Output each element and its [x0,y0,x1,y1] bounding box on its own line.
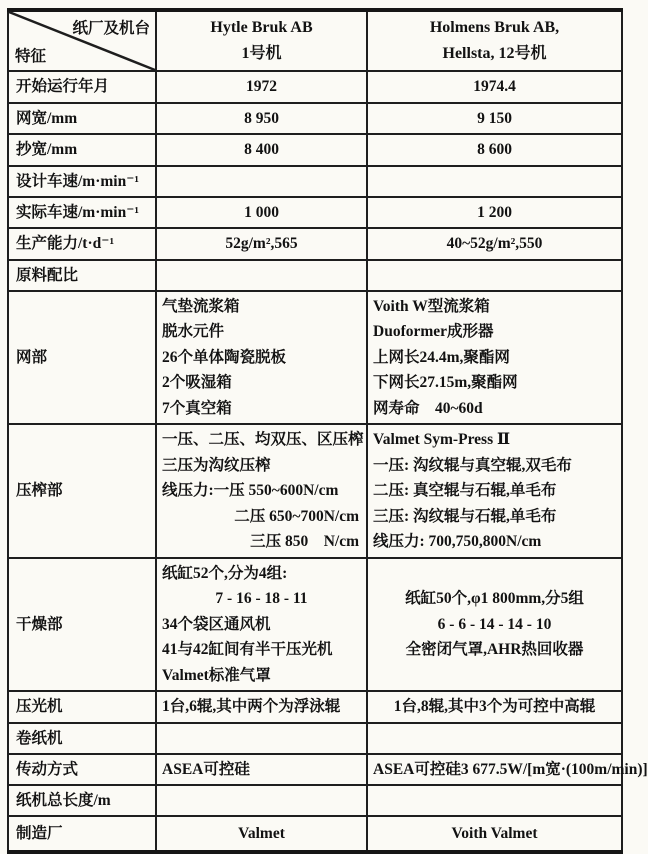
cell-line: 1972 [246,78,277,95]
cell-line: 7 - 16 - 18 - 11 [215,590,308,607]
cell-line: 脱水元件 [162,323,225,340]
cell-line: 8 400 [244,141,279,158]
machine1-cell [156,558,367,692]
machine1-cell [156,197,367,229]
table-row [8,134,622,166]
row-label: 卷纸机 [8,723,156,754]
machine2-cell [367,558,622,692]
cell-line: Voith Valmet [451,824,538,842]
machine1-cell [156,691,367,723]
machine2-cell [367,691,622,723]
corner-cell [8,10,156,71]
row-label: 生产能力/t·d⁻¹ [8,228,156,260]
cell-line: 1 000 [244,203,279,221]
cell-line: 三压: 沟纹辊与石辊,单毛布 [373,507,557,525]
row-label: 压榨部 [8,424,156,558]
table-row [8,260,622,291]
machine2-cell [367,228,622,260]
machine2-cell [367,134,622,166]
machine1-cell [156,291,367,425]
machine2-unit: Hellsta, 12号机 [442,45,547,62]
cell-line: ASEA可控硅3 677.5W/[m宽·(100m/min)] [373,760,648,778]
corner-label-mill: 纸厂及机台 [72,20,150,37]
cell-line: Valmet [238,824,285,842]
table-row [8,197,622,229]
machine1-cell [156,103,367,135]
table-row [8,424,622,558]
row-label: 原料配比 [8,260,156,291]
machine1-cell [156,166,367,197]
machine2-name: Holmens Bruk AB, [429,19,560,36]
cell-line: 2个吸湿箱 [162,374,232,391]
column-header-machine2 [367,10,622,71]
machine1-cell [156,754,367,786]
cell-line: 二压: 真空辊与石辊,单毛布 [373,482,557,499]
row-label: 传动方式 [8,754,156,786]
row-label: 制造厂 [8,816,156,852]
cell-line: 三压 850 N/cm [250,533,359,550]
cell-line: 1台,8辊,其中3个为可控中高辊 [393,698,596,715]
cell-line: 纸缸52个,分为4组: [162,564,288,582]
cell-line: 一压、二压、均双压、区压榨 [162,431,364,448]
machine2-cell [367,197,622,229]
table-row [8,558,622,692]
cell-line: 7个真空箱 [162,399,232,417]
cell-line: 26个单体陶瓷脱板 [162,348,287,366]
row-label: 实际车速/m·min⁻¹ [8,197,156,229]
machine1-cell [156,260,367,291]
machine1-cell [156,424,367,558]
cell-line: 网寿命 40~60d [373,399,483,417]
machine2-cell [367,103,622,135]
machine2-cell [367,785,622,816]
row-label: 压光机 [8,691,156,723]
table-row [8,166,622,197]
machine2-cell [367,260,622,291]
cell-line: 线压力:一压 550~600N/cm [162,482,339,499]
row-label: 开始运行年月 [8,71,156,103]
cell-line: 线压力: 700,750,800N/cm [373,533,542,550]
table-row [8,785,622,816]
cell-line: 下网长27.15m,聚酯网 [373,374,518,391]
cell-line: 9 150 [477,109,512,127]
column-header-machine1 [156,10,367,71]
table-row [8,754,622,786]
row-label: 抄宽/mm [8,134,156,166]
machine2-cell [367,723,622,754]
table-row [8,103,622,135]
cell-line: Duoformer成形器 [373,323,494,340]
row-label: 设计车速/m·min⁻¹ [8,166,156,197]
table-row [8,291,622,425]
table-row [8,71,622,103]
machine2-cell [367,166,622,197]
cell-line: 气垫流浆箱 [162,297,240,315]
cell-line: 41与42缸间有半干压光机 [162,641,333,658]
cell-line: 纸缸50个,φ1 800mm,分5组 [405,590,584,607]
row-label: 干燥部 [8,558,156,692]
cell-line: Valmet标准气罩 [162,666,271,684]
cell-line: 52g/m²,565 [225,235,298,252]
machine1-cell [156,785,367,816]
cell-line: 8 600 [477,141,512,158]
cell-line: 上网长24.4m,聚酯网 [373,348,510,366]
machine1-cell [156,723,367,754]
table-row [8,723,622,754]
row-label: 纸机总长度/m [8,785,156,816]
cell-line: ASEA可控硅 [162,760,250,778]
corner-label-feature: 特征 [15,48,47,65]
machine1-unit: 1号机 [241,45,282,62]
row-label: 网宽/mm [8,103,156,135]
cell-line: 1 200 [477,203,512,221]
table-row [8,691,622,723]
cell-line: 1974.4 [473,78,516,95]
cell-line: 40~52g/m²,550 [446,235,543,252]
cell-line: 34个袋区通风机 [162,615,271,633]
machine1-cell [156,816,367,852]
cell-line: 二压 650~700N/cm [234,507,359,525]
header-row [8,10,622,71]
cell-line: 全密闭气罩,AHR热回收器 [405,641,584,658]
cell-line: 一压: 沟纹辊与真空辊,双毛布 [373,456,572,474]
table-header [8,10,622,71]
paper-machine-comparison-table [7,8,648,854]
machine2-cell [367,291,622,425]
table-row [8,816,622,852]
cell-line: 6 - 6 - 14 - 14 - 10 [437,615,552,633]
machine2-cell [367,754,648,786]
row-label: 网部 [8,291,156,425]
machine1-cell [156,228,367,260]
machine2-cell [367,424,622,558]
table-row [8,228,622,260]
cell-line: Valmet Sym-Press Ⅱ [373,431,511,448]
machine1-name: Hytle Bruk AB [210,19,313,36]
machine2-cell [367,71,622,103]
cell-line: 1台,6辊,其中两个为浮泳辊 [162,698,341,715]
cell-line: Voith W型流浆箱 [373,297,490,315]
machine1-cell [156,134,367,166]
machine1-cell [156,71,367,103]
cell-line: 三压为沟纹压榨 [162,456,271,474]
machine2-cell [367,816,622,852]
table-body [8,71,648,852]
cell-line: 8 950 [244,109,279,127]
